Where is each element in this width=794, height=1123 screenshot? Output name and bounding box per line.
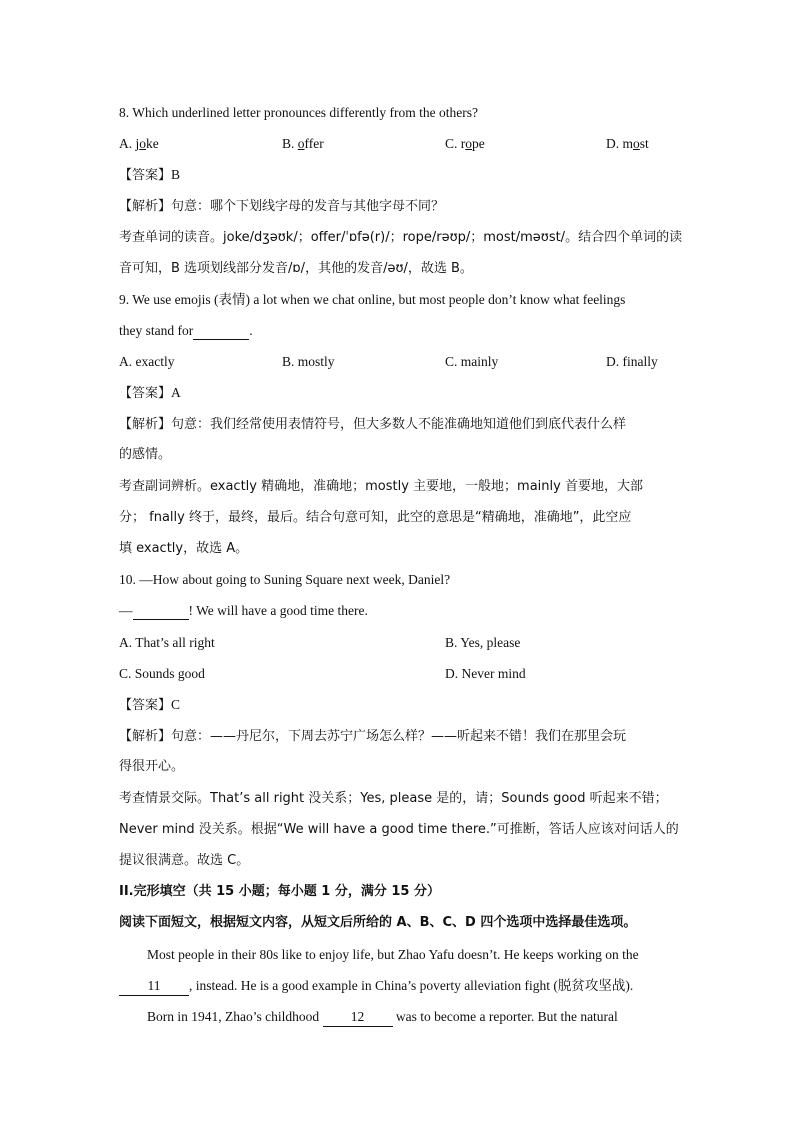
passage-line3: Born in 1941, Zhao’s childhood 12 was to become a reporter. But the natural — [147, 1008, 618, 1027]
q10-answer: 【答案】C — [119, 697, 181, 713]
q9-explain-line2: 分； fnally 终于，最终，最后。结合句意可知，此空的意思是“精确地，准确地”，此空应 — [119, 510, 632, 525]
q10-stem-line1: 10. —How about going to Suning Square next week, Daniel? — [119, 572, 451, 587]
section2-title: II.完形填空（共 15 小题；每小题 1 分，满分 15 分） — [119, 884, 440, 899]
q8-option-c: C. rope — [445, 136, 485, 151]
q10-option-d: D. Never mind — [445, 666, 526, 681]
q9-option-a: A. exactly — [119, 354, 175, 369]
q9-explain-line3: 填 exactly，故选 A。 — [119, 541, 249, 556]
q10-explain-line3: 提议很满意。故选 C。 — [119, 853, 250, 868]
q8-explain-line2: 音可知，B 选项划线部分发音/ɒ/，其他的发音/əʊ/，故选 B。 — [119, 261, 473, 276]
q10-analysis-line2: 得很开心。 — [119, 759, 185, 774]
q8-stem: 8. Which underlined letter pronounces differently from the others? — [119, 105, 479, 120]
q9-option-d: D. finally — [606, 354, 658, 369]
q9-analysis-line1: 【解析】句意：我们经常使用表情符号，但大多数人不能准确地知道他们到底代表什么样 — [119, 417, 627, 432]
q10-analysis-line1: 【解析】句意：——丹尼尔，下周去苏宁广场怎么样？——听起来不错！我们在那里会玩 — [119, 729, 627, 744]
q9-stem-line1: 9. We use emojis (表情) a lot when we chat online, but most people don’t know what feelings — [119, 292, 626, 307]
q9-explain-line1: 考查副词辨析。exactly 精确地，准确地；mostly 主要地，一般地；mainly 首要地，大部 — [119, 479, 643, 494]
q9-stem-line2: they stand for . — [119, 323, 253, 338]
q9-analysis-line2: 的感情。 — [119, 447, 172, 462]
passage-line2: 11 , instead. He is a good example in China’s poverty alleviation fight (脱贫攻坚战). — [119, 977, 633, 996]
q9-blank — [193, 325, 249, 340]
q8-option-a: A. joke — [119, 136, 159, 151]
blank-11: 11 — [119, 977, 189, 996]
q8-analysis: 【解析】句意：哪个下划线字母的发音与其他字母不同？ — [119, 199, 445, 214]
q10-explain-line2: Never mind 没关系。根据“We will have a good time there.”可推断，答话人应该对问话人的 — [119, 822, 679, 837]
q10-option-b: B. Yes, please — [445, 635, 521, 650]
passage-line1: Most people in their 80s like to enjoy life, but Zhao Yafu doesn’t. He keeps working on the — [147, 947, 639, 962]
q10-option-c: C. Sounds good — [119, 666, 205, 681]
q9-option-b: B. mostly — [282, 354, 335, 369]
section2-instruction: 阅读下面短文，根据短文内容，从短文后所给的 A、B、C、D 四个选项中选择最佳选项。 — [119, 915, 637, 930]
q10-option-a: A. That’s all right — [119, 635, 215, 650]
q10-explain-line1: 考查情景交际。That’s all right 没关系；Yes, please 是的，请；Sounds good 听起来不错； — [119, 791, 668, 806]
q8-option-d: D. most — [606, 136, 649, 151]
blank-12: 12 — [323, 1008, 393, 1027]
q8-explain-line1: 考查单词的读音。joke/dʒəʊk/；offer/ˈɒfə(r)/；rope/rəʊp/；most/məʊst/。结合四个单词的读 — [119, 230, 683, 245]
q10-stem-line2: — ! We will have a good time there. — [119, 603, 368, 618]
q9-answer: 【答案】A — [119, 385, 181, 401]
q9-option-c: C. mainly — [445, 354, 499, 369]
q8-answer: 【答案】B — [119, 167, 181, 183]
q8-option-b: B. offer — [282, 136, 324, 151]
q10-blank — [133, 605, 189, 620]
